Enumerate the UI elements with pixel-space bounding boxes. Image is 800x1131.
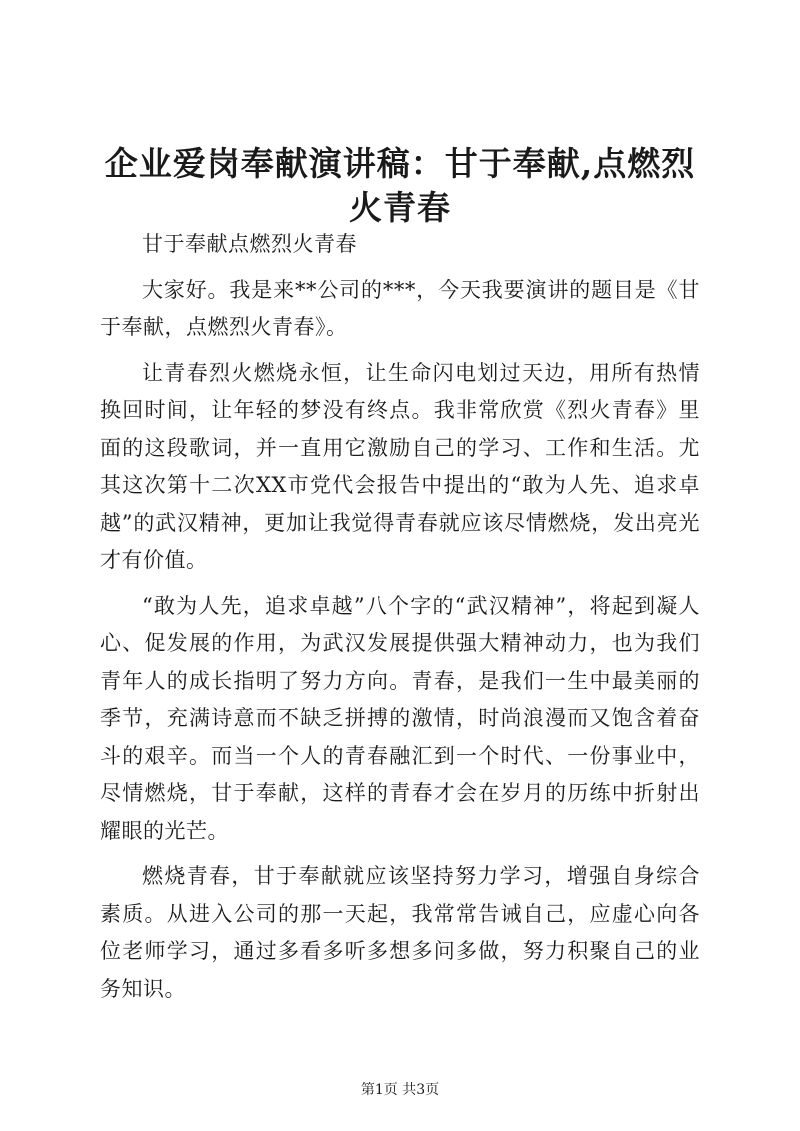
paragraph: “敢为人先，追求卓越”八个字的“武汉精神”，将起到凝人心、促发展的作用，为武汉发展提供强大精神动力，也为我们青年人的成长指明了努力方向。青春，是我们一生中最美丽的季节，充满诗意而不缺乏拼搏的激情，时尚浪漫而又饱含着奋斗的艰辛。而当一个人的青春融汇到一个时代、一份事业中，尽情燃烧，甘于奉献，这样的青春才会在岁月的历练中折射出耀眼的光芒。 <box>100 593 700 843</box>
page-number-footer: 第1页 共3页 <box>360 1082 440 1098</box>
paragraph: 燃烧青春，甘于奉献就应该坚持努力学习，增强自身综合素质。从进入公司的那一天起，我常常告诫自己，应虚心向各位老师学习，通过多看多听多想多问多做，努力积聚自己的业务知识。 <box>100 864 700 1001</box>
paragraph-subtitle: 甘于奉献点燃烈火青春 <box>142 232 357 256</box>
paragraph: 让青春烈火燃烧永恒，让生命闪电划过天边，用所有热情换回时间，让年轻的梦没有终点。我非常欣赏《烈火青春》里面的这段歌词，并一直用它激励自己的学习、工作和生活。尤其这次第十二次XX市党代会报告中提出的“敢为人先、追求卓越”的武汉精神，更加让我觉得青春就应该尽情燃烧，发出亮光才有价值。 <box>100 360 700 572</box>
document-title: 企业爱岗奉献演讲稿：甘于奉献,点燃烈火青春 <box>104 144 696 227</box>
document-body <box>100 226 700 1016</box>
paragraph-greeting: 大家好。我是来**公司的***，今天我要演讲的题目是《甘于奉献，点燃烈火青春》。 <box>100 277 700 339</box>
